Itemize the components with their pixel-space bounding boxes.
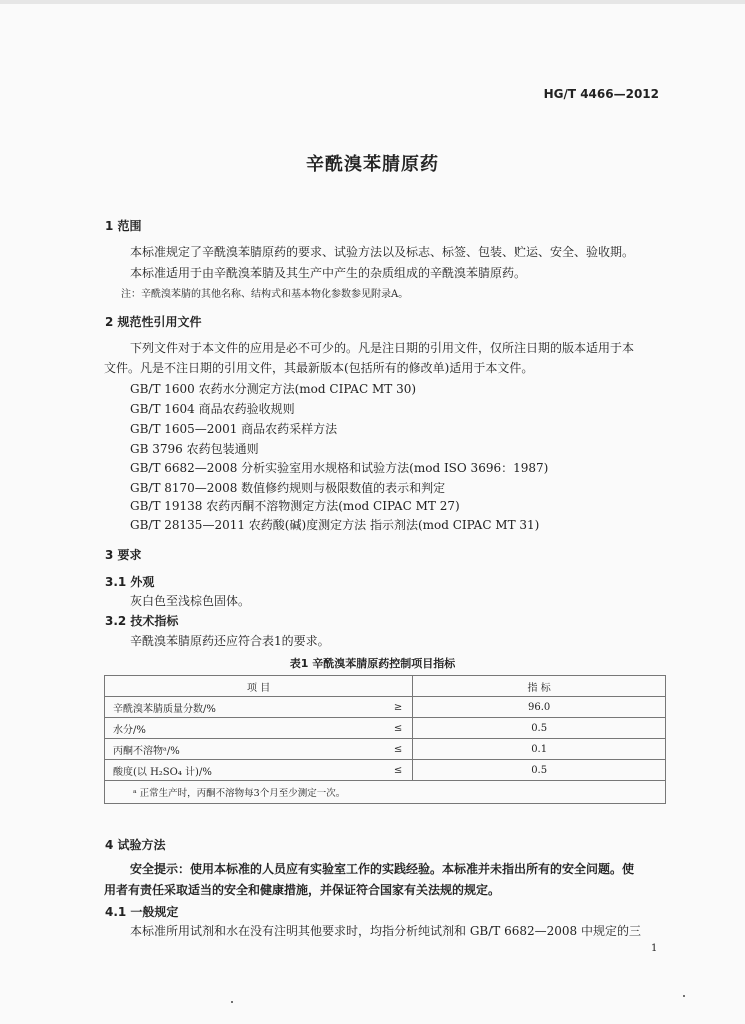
section-3-2-heading: 3.2 技术指标 — [105, 614, 179, 628]
table-row — [105, 739, 666, 760]
safety-notice-line-1: 安全提示：使用本标准的人员应有实验室工作的实践经验。本标准并未指出所有的安全问题。使 — [130, 862, 635, 876]
table-row — [105, 760, 666, 781]
document-title: 辛酰溴苯腈原药 — [306, 154, 439, 175]
reference-item: GB/T 1604 商品农药验收规则 — [130, 402, 295, 416]
safety-notice-line-2: 用者有责任采取适当的安全和健康措施，并保证符合国家有关法规的规定。 — [104, 883, 501, 897]
row-value: 0.1 — [413, 739, 666, 760]
header-item: 项 目 — [105, 676, 413, 697]
table-header-row — [105, 676, 666, 697]
row-name: 丙酮不溶物ᵃ/% — [105, 739, 377, 760]
row-value: 96.0 — [413, 697, 666, 718]
section-2-paragraph-line-1: 下列文件对于本文件的应用是必不可少的。凡是注日期的引用文件，仅所注日期的版本适用于本 — [130, 341, 635, 355]
section-4-1-text: 本标准所用试剂和水在没有注明其他要求时，均指分析纯试剂和 GB/T 6682—2008 中规定的三 — [130, 924, 641, 938]
section-1-paragraph-2: 本标准适用于由辛酰溴苯腈及其生产中产生的杂质组成的辛酰溴苯腈原药。 — [130, 266, 527, 280]
scan-speck — [231, 1001, 233, 1003]
row-symbol: ≤ — [376, 718, 412, 739]
table-caption: 表1 辛酰溴苯腈原药控制项目指标 — [289, 657, 456, 670]
reference-item: GB 3796 农药包装通则 — [130, 442, 259, 456]
spec-table — [104, 675, 666, 804]
table-row — [105, 697, 666, 718]
page-number: 1 — [651, 943, 658, 954]
table-footnote: ᵃ 正常生产时，丙酮不溶物每3个月至少测定一次。 — [105, 781, 666, 804]
reference-item: GB/T 8170—2008 数值修约规则与极限数值的表示和判定 — [130, 481, 446, 495]
row-symbol: ≥ — [376, 697, 412, 718]
row-symbol: ≤ — [376, 739, 412, 760]
section-1-note: 注：辛酰溴苯腈的其他名称、结构式和基本物化参数参见附录A。 — [121, 289, 409, 300]
row-name: 酸度(以 H₂SO₄ 计)/% — [105, 760, 377, 781]
reference-item: GB/T 28135—2011 农药酸(碱)度测定方法 指示剂法(mod CIPAC MT 31) — [130, 518, 540, 532]
section-3-1-heading: 3.1 外观 — [105, 575, 155, 589]
reference-item: GB/T 6682—2008 分析实验室用水规格和试验方法(mod ISO 3696：1987) — [130, 461, 549, 475]
row-name: 辛酰溴苯腈质量分数/% — [105, 697, 377, 718]
row-value: 0.5 — [413, 760, 666, 781]
standard-number: HG/T 4466—2012 — [543, 87, 659, 101]
scan-edge — [0, 0, 745, 4]
reference-item: GB/T 19138 农药丙酮不溶物测定方法(mod CIPAC MT 27) — [130, 499, 460, 513]
table-row — [105, 718, 666, 739]
table-footnote-row — [105, 781, 666, 804]
reference-item: GB/T 1605—2001 商品农药采样方法 — [130, 422, 338, 436]
section-2-heading: 2 规范性引用文件 — [105, 315, 202, 329]
section-2-paragraph-line-2: 文件。凡是不注日期的引用文件，其最新版本(包括所有的修改单)适用于本文件。 — [104, 361, 534, 375]
row-name: 水分/% — [105, 718, 377, 739]
row-value: 0.5 — [413, 718, 666, 739]
section-3-heading: 3 要求 — [105, 548, 142, 562]
section-3-1-text: 灰白色至浅棕色固体。 — [130, 594, 251, 608]
section-1-paragraph-1: 本标准规定了辛酰溴苯腈原药的要求、试验方法以及标志、标签、包装、贮运、安全、验收期。 — [130, 245, 635, 259]
scan-speck — [683, 995, 685, 997]
section-4-1-heading: 4.1 一般规定 — [105, 905, 179, 919]
reference-item: GB/T 1600 农药水分测定方法(mod CIPAC MT 30) — [130, 382, 417, 396]
header-value: 指 标 — [413, 676, 666, 697]
section-1-heading: 1 范围 — [105, 219, 142, 233]
section-4-heading: 4 试验方法 — [105, 838, 166, 852]
row-symbol: ≤ — [376, 760, 412, 781]
section-3-2-text: 辛酰溴苯腈原药还应符合表1的要求。 — [130, 634, 330, 648]
